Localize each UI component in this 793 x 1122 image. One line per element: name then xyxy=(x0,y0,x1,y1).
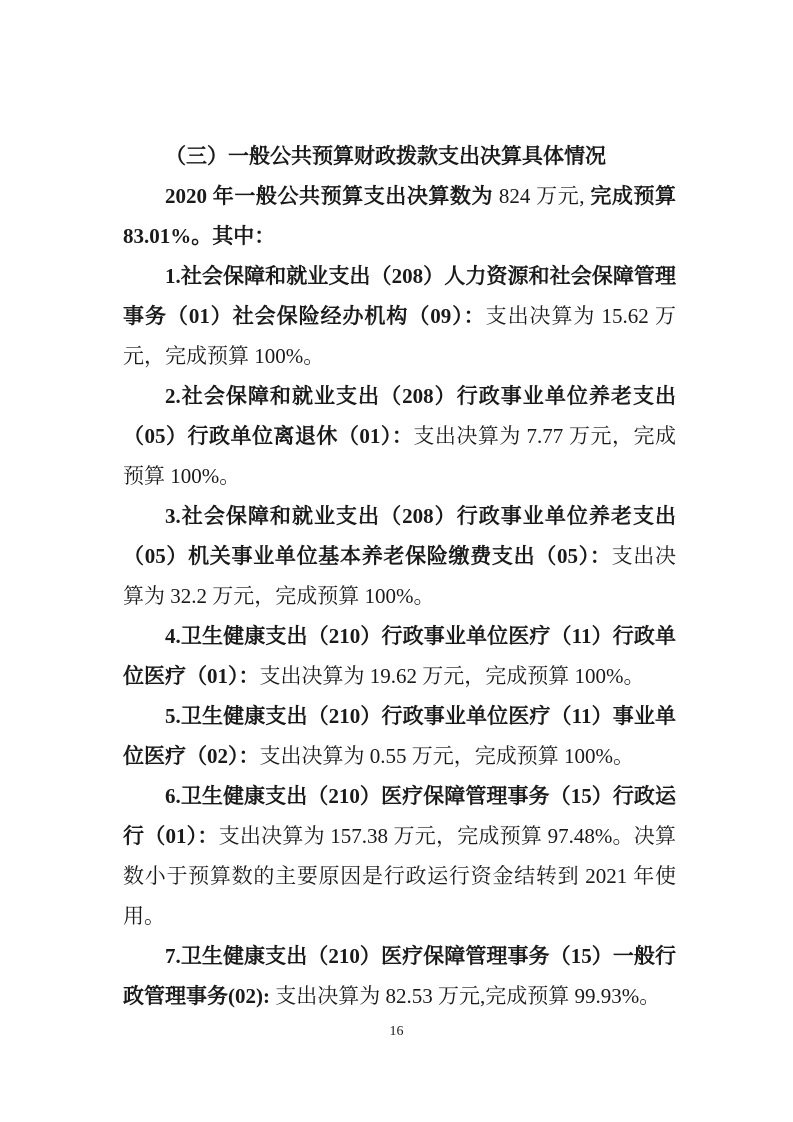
text-segment: 完成预算 83.01%。其中： xyxy=(123,184,677,248)
paragraph xyxy=(123,776,676,936)
text-segment: 824 万元, xyxy=(498,184,591,208)
paragraph xyxy=(123,176,676,256)
text-segment: 支出决算为 32.2 万元，完成预算 100%。 xyxy=(123,544,677,608)
section-heading: （三）一般公共预算财政拨款支出决算具体情况 xyxy=(165,144,606,168)
text-segment: 4.卫生健康支出（210）行政事业单位医疗（11）行政单位医疗（01）： xyxy=(123,624,676,688)
text-segment: 支出决算为 19.62 万元，完成预算 100%。 xyxy=(259,664,645,688)
text-segment: 5.卫生健康支出（210）行政事业单位医疗（11）事业单位医疗（02）： xyxy=(123,704,676,768)
document-body xyxy=(123,136,676,1016)
paragraph xyxy=(123,376,676,496)
text-segment: 支出决算为 0.55 万元，完成预算 100%。 xyxy=(259,744,634,768)
text-segment: 1.社会保障和就业支出（208）人力资源和社会保障管理事务（01）社会保险经办机构（09）： xyxy=(123,264,676,328)
text-segment: 2.社会保障和就业支出（208）行政事业单位养老支出（05）行政单位离退休（01）： xyxy=(123,384,676,448)
text-segment: 支出决算为 7.77 万元，完成预算 100%。 xyxy=(123,424,676,488)
text-segment: 7.卫生健康支出（210）医疗保障管理事务（15）一般行政管理事务(02): xyxy=(123,944,676,1008)
paragraph xyxy=(123,696,676,776)
paragraph xyxy=(123,256,676,376)
page-number: 16 xyxy=(389,1024,404,1039)
paragraph xyxy=(123,616,676,696)
text-segment: 支出决算为 82.53 万元,完成预算 99.93%。 xyxy=(275,984,661,1008)
text-segment: 支出决算为 157.38 万元，完成预算 97.48%。决算数小于预算数的主要原因是行政运行资金结转到 2021 年使用。 xyxy=(123,824,677,928)
paragraph xyxy=(123,496,676,616)
text-segment: 3.社会保障和就业支出（208）行政事业单位养老支出（05）机关事业单位基本养老保险缴费支出（05）： xyxy=(123,504,676,568)
text-segment: 2020 年一般公共预算支出决算数为 xyxy=(165,184,499,208)
text-segment: 6.卫生健康支出（210）医疗保障管理事务（15）行政运行（01）： xyxy=(123,784,676,848)
text-segment: 支出决算为 15.62 万元，完成预算 100%。 xyxy=(123,304,677,368)
paragraph xyxy=(123,936,676,1016)
